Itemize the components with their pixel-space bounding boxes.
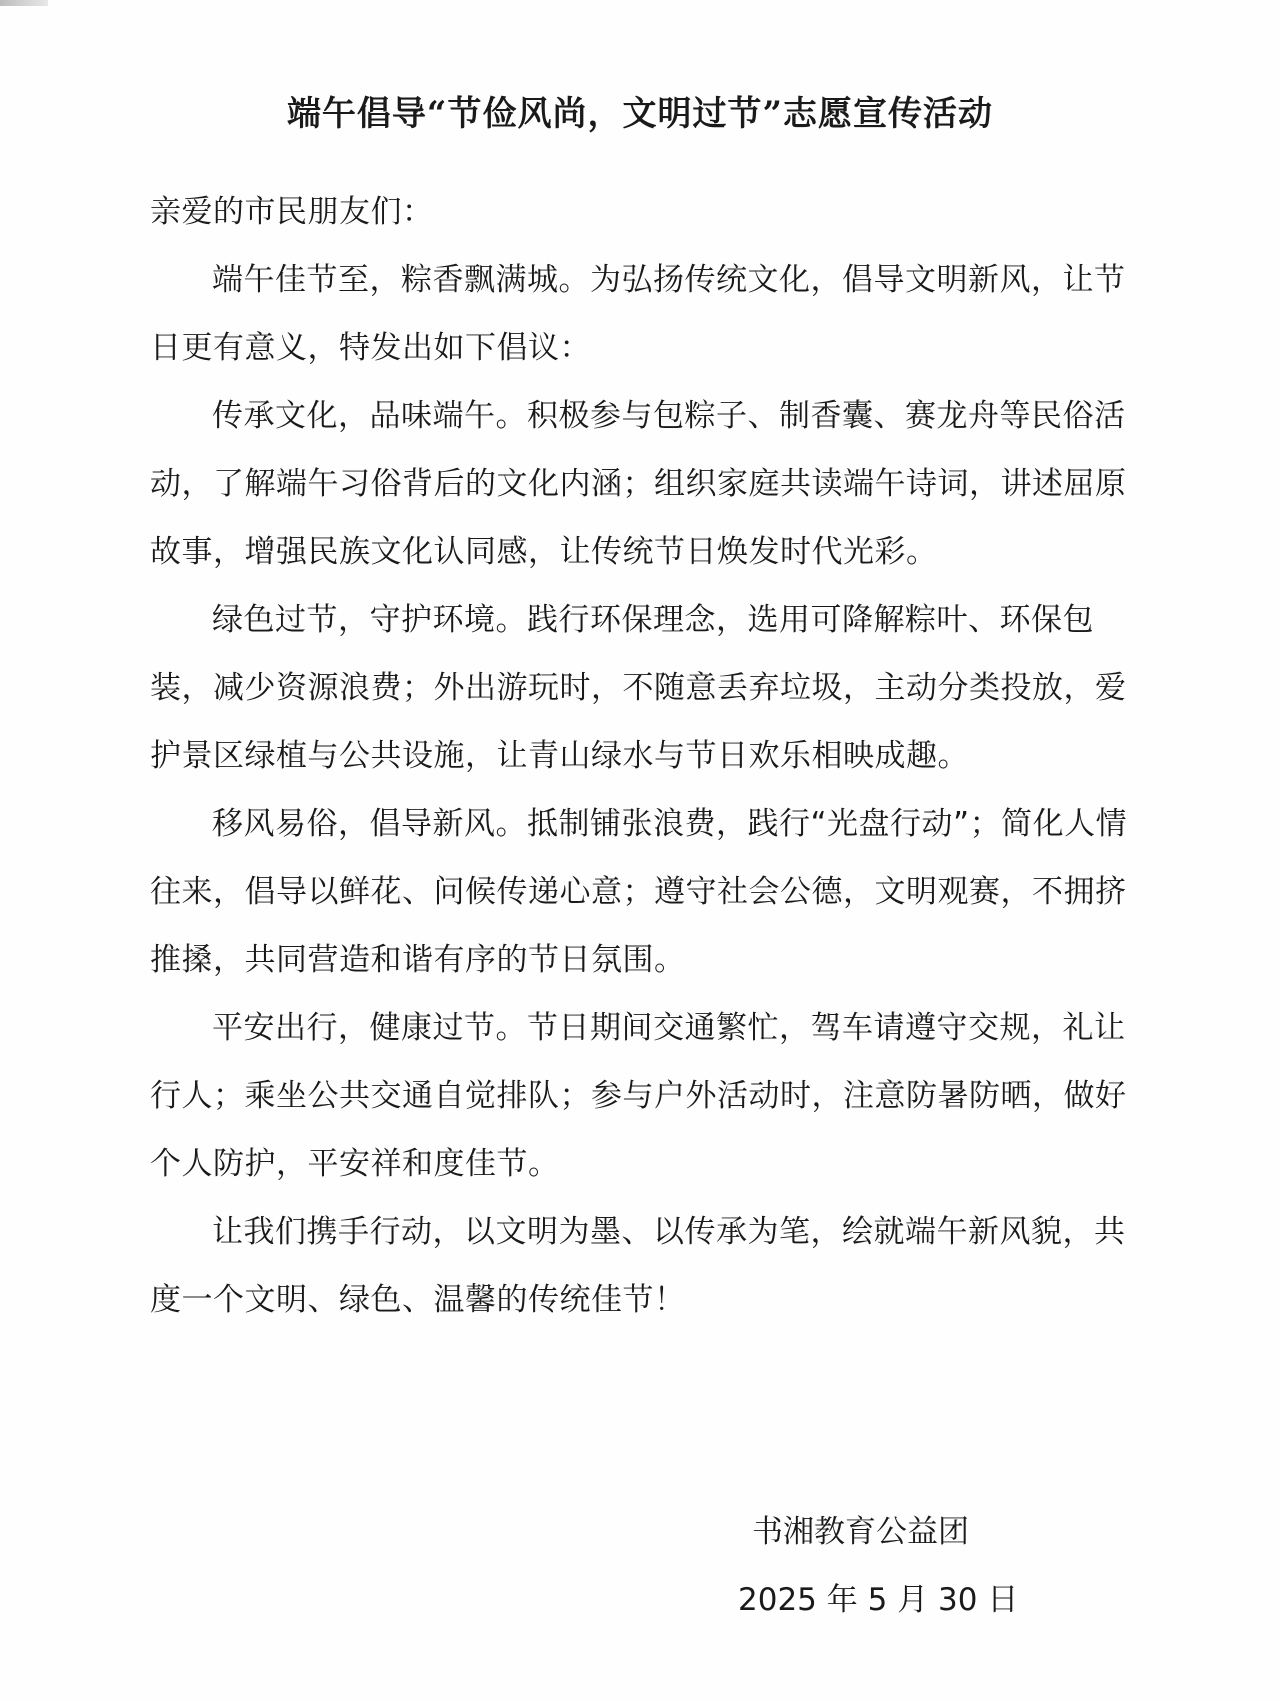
paragraph-intro: 端午佳节至，粽香飘满城。为弘扬传统文化，倡导文明新风，让节日更有意义，特发出如下倡议：	[150, 262, 1126, 366]
scan-edge-mark	[0, 0, 48, 6]
paragraph-culture: 传承文化，品味端午。积极参与包粽子、制香囊、赛龙舟等民俗活动，了解端午习俗背后的文化内涵；组织家庭共读端午诗词，讲述屈原故事，增强民族文化认同感，让传统节日焕发时代光彩。	[150, 398, 1127, 570]
paragraph-safety: 平安出行，健康过节。节日期间交通繁忙，驾车请遵守交规，礼让行人；乘坐公共交通自觉排队；参与户外活动时，注意防暑防晒，做好个人防护，平安祥和度佳节。	[150, 1010, 1127, 1182]
paragraph-customs: 移风易俗，倡导新风。抵制铺张浪费，践行“光盘行动”；简化人情往来，倡导以鲜花、问候传递心意；遵守社会公德，文明观赛，不拥挤推搡，共同营造和谐有序的节日氛围。	[150, 806, 1128, 978]
document-title: 端午倡导“节俭风尚，文明过节”志愿宣传活动	[286, 94, 994, 134]
paragraph-closing: 让我们携手行动，以文明为墨、以传承为笔，绘就端午新风貌，共度一个文明、绿色、温馨的传统佳节！	[150, 1214, 1126, 1318]
paragraph-green: 绿色过节，守护环境。践行环保理念，选用可降解粽叶、环保包装，减少资源浪费；外出游玩时，不随意丢弃垃圾，主动分类投放，爱护景区绿植与公共设施，让青山绿水与节日欢乐相映成趣。	[150, 602, 1127, 774]
signature-organization: 书湘教育公益团	[752, 1514, 969, 1550]
salutation: 亲爱的市民朋友们：	[150, 194, 434, 230]
signature-date: 2025 年 5 月 30 日	[738, 1582, 1019, 1618]
document-body	[150, 178, 1145, 1334]
